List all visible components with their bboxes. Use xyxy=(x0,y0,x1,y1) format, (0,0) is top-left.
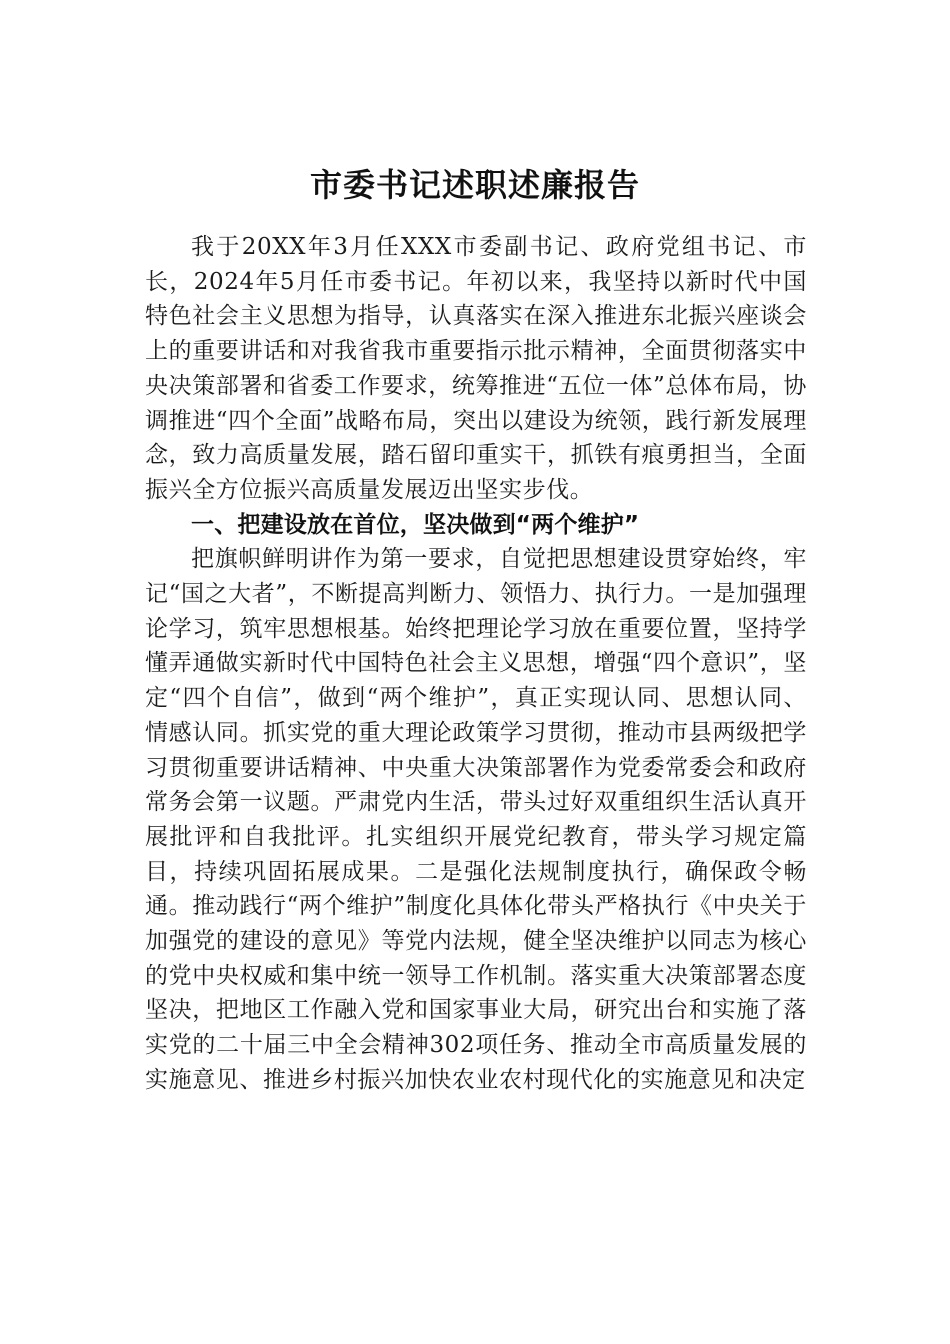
section-1-paragraph: 把旗帜鲜明讲作为第一要求，自觉把思想建设贯穿始终，牢记“国之大者”，不断提高判断力、领悟力、执行力。一是加强理论学习，筑牢思想根基。始终把理论学习放在重要位置，坚持学懂弄通做实新时代中国特色社会主义思想，增强“四个意识”，坚定“四个自信”，做到“两个维护”，真正实现认同、思想认同、情感认同。抓实党的重大理论政策学习贯彻，推动市县两级把学习贯彻重要讲话精神、中央重大决策部署作为党委常委会和政府常务会第一议题。严肃党内生活，带头过好双重组织生活认真开展批评和自我批评。扎实组织开展党纪教育，带头学习规定篇目，持续巩固拓展成果。二是强化法规制度执行，确保政令畅通。推动践行“两个维护”制度化具体化带头严格执行《中央关于加强党的建设的意见》等党内法规，健全坚决维护以同志为核心的党中央权威和集中统一领导工作机制。落实重大决策部署态度坚决，把地区工作融入党和国家事业大局，研究出台和实施了落实党的二十届三中全会精神302项任务、推动全市高质量发展的实施意见、推进乡村振兴加快农业农村现代化的实施意见和决定 xyxy=(145,546,807,1093)
intro-paragraph: 我于20XX年3月任XXX市委副书记、政府党组书记、市长，2024年5月任市委书记。年初以来，我坚持以新时代中国特色社会主义思想为指导，认真落实在深入推进东北振兴座谈会上的重要讲话和对我省我市重要指示批示精神，全面贯彻落实中央决策部署和省委工作要求，统筹推进“五位一体”总体布局，协调推进“四个全面”战略布局，突出以建设为统领，践行新发展理念，致力高质量发展，踏石留印重实干，抓铁有痕勇担当，全面振兴全方位振兴高质量发展迈出坚实步伐。 xyxy=(145,234,807,503)
section-heading-1: 一、把建设放在首位，坚决做到“两个维护” xyxy=(191,511,640,538)
document-title: 市委书记述职述廉报告 xyxy=(309,166,640,204)
document-body xyxy=(145,230,807,1098)
